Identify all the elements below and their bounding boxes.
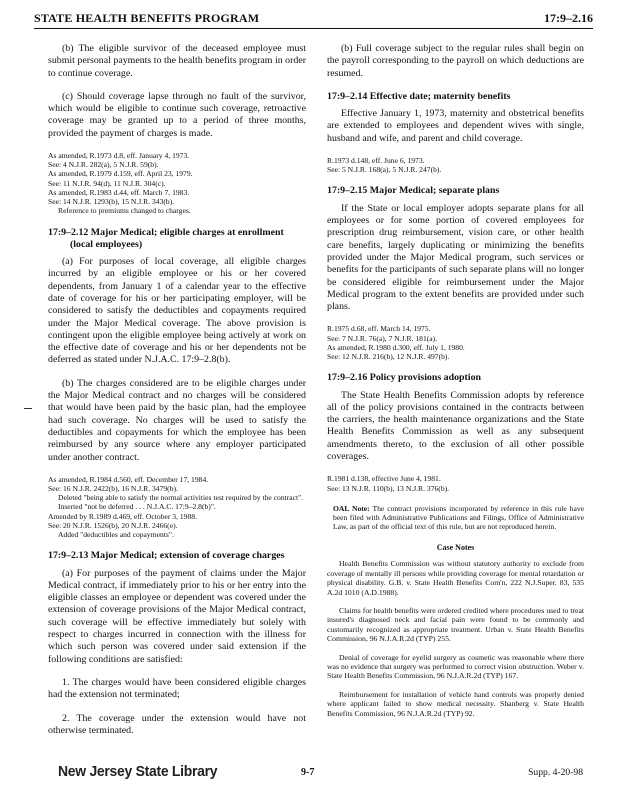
section-heading-2-15: 17:9–2.15 Major Medical; separate plans xyxy=(327,185,500,197)
oal-note xyxy=(327,504,584,532)
oal-note-label: OAL Note: xyxy=(333,503,370,513)
case-note: Health Benefits Commission was without statutory authority to exclude from coverage of mentally ill persons while providing coverage for mental retardation or physical disability. G.B. v. State Health Benefits Com'n, 222 N.J.Super. 83, 535 A.2d 1010 (A.D.1988). xyxy=(327,559,584,597)
section-heading-2-14: 17:9–2.14 Effective date; maternity benefits xyxy=(327,90,511,102)
case-note: Claims for health benefits were ordered credited where procedures used to treat insured's diagnosed neck and facial pain were found to be commonly and customarily recognized as appropriate treatment. Urban v. State Health Benefits Commission, 96 N.J.A.R.2d (TYP) 255. xyxy=(327,605,584,644)
history-comment: Reference to premiums changed to charges. xyxy=(58,206,191,216)
history-note xyxy=(327,474,584,492)
history-line: As amended, R.1984 d.560, eff. December 17, 1984. xyxy=(48,474,209,484)
history-line: As amended, R.1979 d.159, eff. April 23, 1979. xyxy=(48,169,193,179)
section-heading-2-12: 17:9–2.12 Major Medical; eligible charges at enrollment (local employees) xyxy=(48,226,284,250)
page-number: 9-7 xyxy=(301,767,315,778)
section-2-13-a: (a) For purposes of the payment of claims under the Major Medical contract, if immediately prior to his or her entry into the eligible classes an employee or dependent was covered under the extension of coverage provisions of the Major Medical contract, such coverage will be effective immediately but solely with respect to charges incurred in connection with the illness for which such person was covered under said extension if the following conditions are satisfied: xyxy=(48,567,306,665)
history-note xyxy=(48,151,306,215)
left-column xyxy=(48,43,306,748)
paragraph-b: (b) The eligible survivor of the deceased employee must submit personal payments to the health benefits program in order to continue coverage. xyxy=(48,43,306,79)
history-line: As amended, R.1980 d.300, eff. July 1, 1980. xyxy=(327,342,465,352)
case-notes-heading: Case Notes xyxy=(436,543,475,553)
supplement-date: Supp. 4-20-98 xyxy=(528,767,583,778)
history-line: See: 12 N.J.R. 216(b), 12 N.J.R. 497(b). xyxy=(327,352,450,362)
history-line: See: 13 N.J.R. 110(b), 13 N.J.R. 376(b). xyxy=(327,483,450,493)
history-note xyxy=(48,475,306,539)
history-line: See: 11 N.J.R. 94(d), 11 N.J.R. 304(c). xyxy=(48,178,166,188)
history-comment: Deleted "being able to satisfy the normal activities test required by the contract". Inserted "not be deferred . . . N.J.A.C. 17:9–2.8(b)". xyxy=(58,493,304,512)
history-line: See: 16 N.J.R. 2422(b), 16 N.J.R. 3479(b). xyxy=(48,484,178,494)
history-note xyxy=(327,324,584,361)
history-line: Amended by R.1989 d.469, eff. October 3, 1988. xyxy=(48,511,197,521)
paragraph-c: (c) Should coverage lapse through no fault of the survivor, which would be eligible to continue such coverage, retroactive coverage may be granted up to a period of three months, provided the payment of charges is made. xyxy=(48,90,306,139)
history-note xyxy=(327,156,584,174)
section-2-13-item-1: 1. The charges would have been considered eligible charges had the extension not terminated; xyxy=(48,676,306,701)
page-footer xyxy=(0,762,623,786)
oal-note-text: The contract provisions incorporated by reference in this rule have been filed with Administrative Publications and Filings, Office of Administrative Law, as part of the official text of this rule, but are not reproduced herein. xyxy=(333,503,584,532)
history-line: R.1973 d.148, eff. June 6, 1973. xyxy=(327,156,425,166)
section-heading-2-16: 17:9–2.16 Policy provisions adoption xyxy=(327,372,481,384)
case-note: Denial of coverage for eyelid surgery as cosmetic was reasonable where there was no evidence that surgery was performed to correct vision obstruction. Weber v. State Health Benefits Commission, 96 N.J.A.R.2d (TYP) 167. xyxy=(327,652,584,681)
history-line: As amended, R.1983 d.44, eff. March 7, 1983. xyxy=(48,187,190,197)
section-number: 17:9–2.16 xyxy=(544,11,593,25)
section-2-13-item-2: 2. The coverage under the extension would have not otherwise terminated. xyxy=(48,712,306,736)
margin-mark xyxy=(24,408,32,409)
paragraph-full-coverage: (b) Full coverage subject to the regular rules shall begin on the payroll corresponding to the payroll on which deductions are resumed. xyxy=(327,43,584,79)
right-column xyxy=(327,43,584,727)
page-header xyxy=(34,8,593,29)
section-heading-2-13: 17:9–2.13 Major Medical; extension of coverage charges xyxy=(48,550,285,562)
history-line: R.1981 d.138, effective June 4, 1981. xyxy=(327,474,441,484)
history-line: R.1975 d.68, eff. March 14, 1975. xyxy=(327,324,431,334)
history-line: See: 7 N.J.R. 76(a), 7 N.J.R. 181(a). xyxy=(327,333,438,343)
section-2-16-text: The State Health Benefits Commission adopts by reference all of the policy provisions contained in the contracts between the carriers, the health maintenance organizations and the State Health Benefits Commission as well as any subsequent amendments thereto, to the exclusion of all other possible coverages. xyxy=(327,389,584,463)
history-line: See: 4 N.J.R. 282(a), 5 N.J.R. 59(b). xyxy=(48,160,159,170)
library-stamp: New Jersey State Library xyxy=(58,763,218,780)
history-comment: Added "deductibles and copayments". xyxy=(58,530,174,540)
history-line: See: 5 N.J.R. 168(a), 5 N.J.R. 247(b). xyxy=(327,165,442,175)
section-2-15-text: If the State or local employer adopts separate plans for all employees or for some portion of covered employees for prescription drug reimbursement, vision care, or other health care benefits, largely duplicating or minimizing the benefits provided under the Major Medical program, such services or benefits for the participants of such separate plans will no longer be considered eligible for reimbursement under the Major Medical program to the extent benefits are provided under such plans. xyxy=(327,202,584,313)
section-2-12-b: (b) The charges considered are to be eligible charges under the Major Medical contract and no charges will be considered that would have been paid by the basic plan, had the employee had such coverage. No charges will be used to satisfy the deductibles and copayments for which the employee has been reimbursed by any source where any employer participated under another contract. xyxy=(48,377,306,463)
section-2-12-a: (a) For purposes of local coverage, all eligible charges incurred by an eligible employee or his or her covered dependents, from January 1 of a calendar year to the effective date of coverage for his or her participating employer, will be considered to satisfy the deductibles and copayments required under the Major Medical coverage. The above provision is contingent upon the eligible employee being actively at work on the effective date of coverage and his or her dependents not be deferred as stated under N.J.A.C. 17:9–2.8(b). xyxy=(48,256,306,366)
history-line: See: 20 N.J.R. 1526(b), 20 N.J.R. 2466(e). xyxy=(48,520,178,530)
history-line: See: 14 N.J.R. 1293(b), 15 N.J.R. 343(b). xyxy=(48,197,175,207)
history-line: As amended, R.1973 d.8, eff. January 4, 1973. xyxy=(48,151,190,161)
case-note: Reimbursement for installation of vehicle hand controls was properly denied where applicant failed to show medical necessity. Shanberg v. State Health Benefits Commission, 96 N.J.A.R.2d (TYP) 92. xyxy=(327,689,584,718)
running-title: STATE HEALTH BENEFITS PROGRAM xyxy=(34,11,260,25)
section-2-14-text: Effective January 1, 1973, maternity and obstetrical benefits are extended to employees and dependent wives with single, husband and wife, and parent and child coverage. xyxy=(327,108,584,144)
